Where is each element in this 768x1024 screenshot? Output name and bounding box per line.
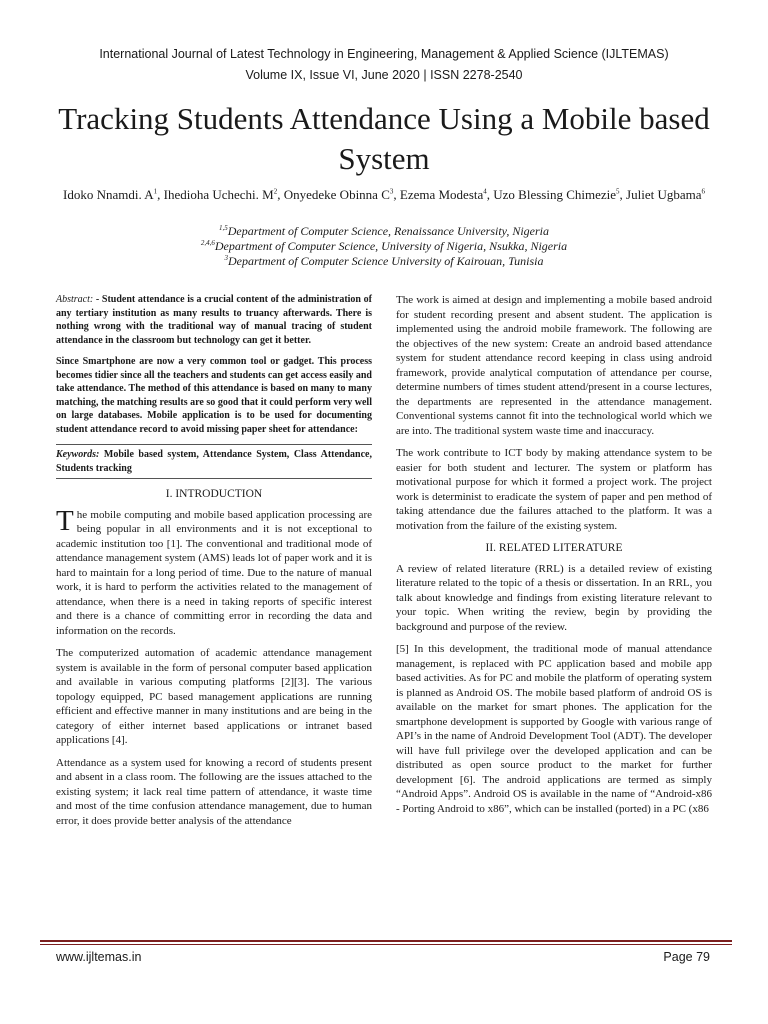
affiliation-text: Department of Computer Science, Renaissance University, Nigeria	[227, 224, 550, 238]
related-paragraph-2: [5] In this development, the traditional mode of manual attendance management, is replaced with PC application based and mobile app based activities. As for PC and mobile the platform of operating system is planned as Android OS. The mobile based platform of android OS is available on the market for smart phones. The application for the smartphone development is supported by Google with various range of API’s in the name of Android Development Tool (ADT). The developer will have full privilege over the developed application and can be distributed as open source product to the market for further development [6]. The android applications are termed as simply “Android Apps”. Android OS is available in the name of “Android-x86 - Porting Android to x86”, which can be installed (ported) in a PC (x86	[396, 643, 712, 815]
left-column	[56, 293, 372, 836]
author-name: , Ezema Modesta	[393, 187, 484, 202]
author-superscript: 4	[483, 187, 487, 196]
affiliation-line	[40, 254, 728, 269]
drop-cap: T	[56, 504, 74, 537]
author-superscript: 2	[273, 187, 278, 196]
keywords-label: Keywords:	[56, 449, 100, 460]
author-superscript: 6	[701, 187, 705, 196]
section-heading-related-literature: II. RELATED LITERATURE	[485, 542, 623, 554]
intro-paragraph-1	[56, 504, 372, 639]
footer-rule-thin	[40, 944, 732, 945]
affiliation-text: Department of Computer Science University of Kairouan, Tunisia	[227, 254, 544, 268]
abstract-label: Abstract:	[56, 294, 94, 305]
right-paragraph-2: The work contribute to ICT body by making attendance system to be easier for both student and lecturer. The system or platform has motivational purpose for which it formed a project work. The project work is determinist to eradicate the system of paper and pen method of taking attendance due the failures attached to the platform. It was a motivation from the failure of the existing system.	[396, 447, 712, 532]
affiliation-text: Department of Computer Science, University of Nigeria, Nsukka, Nigeria	[214, 239, 568, 253]
journal-header	[0, 44, 768, 86]
footer-page-number: Page 79	[663, 950, 710, 964]
affiliation-superscript: 2,4,6	[200, 239, 215, 247]
author-superscript: 1	[153, 187, 158, 196]
author-list	[40, 186, 728, 203]
paper-title: Tracking Students Attendance Using a Mobile based System	[58, 101, 710, 176]
keywords-text: Mobile based system, Attendance System, Class Attendance, Students tracking	[56, 449, 372, 474]
affiliation-line	[40, 239, 728, 254]
keywords	[56, 444, 372, 479]
affiliations	[40, 224, 728, 269]
right-paragraph-1: The work is aimed at design and implementing a mobile based android for student recording present and absent student. The application is implemented using the android mobile framework. The following are the objectives of the new system: Create an android based attendance system for student attendance record keeping in class using android framework, provide analytical computation of attendance per course, determine numbers of times student attend/present in a course lectures, the departments are represented in the attendance management. Conventional systems cannot fit into the technological world which we are into. The traditional system waste time and inaccuracy.	[396, 294, 712, 437]
intro-paragraph-3: Attendance as a system used for knowing a record of students present and absent in a class room. The following are the issues attached to the existing system; it lack real time pattern of attendance, it waste time and most of the time confusion attendance management, due to human error, it does provide better analysis of the attendance	[56, 756, 372, 827]
intro-paragraph-2: The computerized automation of academic attendance management system is available in the form of personal computer based application and available in various computing platforms [2][3]. The various topology equipped, PC based management applications are running efficient and effective manner in many institutions and are being in the category of either internet based applications or intranet based applications [4].	[56, 647, 372, 746]
author-name: , Juliet Ugbama	[619, 187, 702, 202]
footer-website-link[interactable]: www.ijltemas.in	[56, 950, 142, 964]
section-heading-introduction: I. INTRODUCTION	[165, 488, 263, 500]
affiliation-superscript: 3	[224, 254, 228, 262]
related-paragraph-1: A review of related literature (RRL) is a detailed review of existing literature related to the topic of a thesis or dissertation. In an RRL, you talk about knowledge and findings from existing literature relevant to your topic. When writing the review, begin by providing the background and purpose of the review.	[396, 562, 712, 633]
author-name: , Onyedeke Obinna C	[277, 187, 390, 202]
author-superscript: 5	[616, 187, 620, 196]
journal-volume-issue: Volume IX, Issue VI, June 2020 | ISSN 2278-2540	[245, 68, 523, 82]
author-superscript: 3	[389, 187, 394, 196]
paragraph-text: he mobile computing and mobile based application processing are being popular in all environments and it is not exceptional to academic institution too [1]. The conventional and traditional mode of attendance management system (AMS) leads lot of paper work and it is hard to maintain for a long period of time. Due to the nature of manual work, it is hard to perform the activities related to the management of attendance, when there is a need in taking reports of specific interest and there is a chance of committing error in recording the data and information on the records.	[56, 508, 372, 637]
abstract-paragraph-2: Since Smartphone are now a very common tool or gadget. This process becomes tidier since all the teachers and students can get access easily and take attendance. The method of this attendance is based on many to many matching, the matching results are so good that it could perform very well on large databases. Mobile application is to be used for documenting student attendance record to avoid missing paper sheet for attendance:	[56, 356, 372, 435]
abstract-text: - Student attendance is a crucial content of the administration of any tertiary institution as many results to truancy afterwards. There is nothing wrong with the traditional way of manual tracing of student attendance in the classroom but technology can get it better.	[56, 294, 372, 346]
journal-name: International Journal of Latest Technology in Engineering, Management & Applied Science (IJLTEMAS)	[99, 47, 669, 61]
author-name: , Ihedioha Uchechi. M	[157, 187, 274, 202]
affiliation-superscript: 1,5	[218, 224, 228, 232]
affiliation-line	[40, 224, 728, 239]
abstract-paragraph	[56, 293, 372, 347]
footer-rule	[40, 940, 732, 942]
right-column	[396, 293, 712, 824]
author-name: Idoko Nnamdi. A	[62, 187, 154, 202]
author-name: , Uzo Blessing Chimezie	[486, 187, 617, 202]
